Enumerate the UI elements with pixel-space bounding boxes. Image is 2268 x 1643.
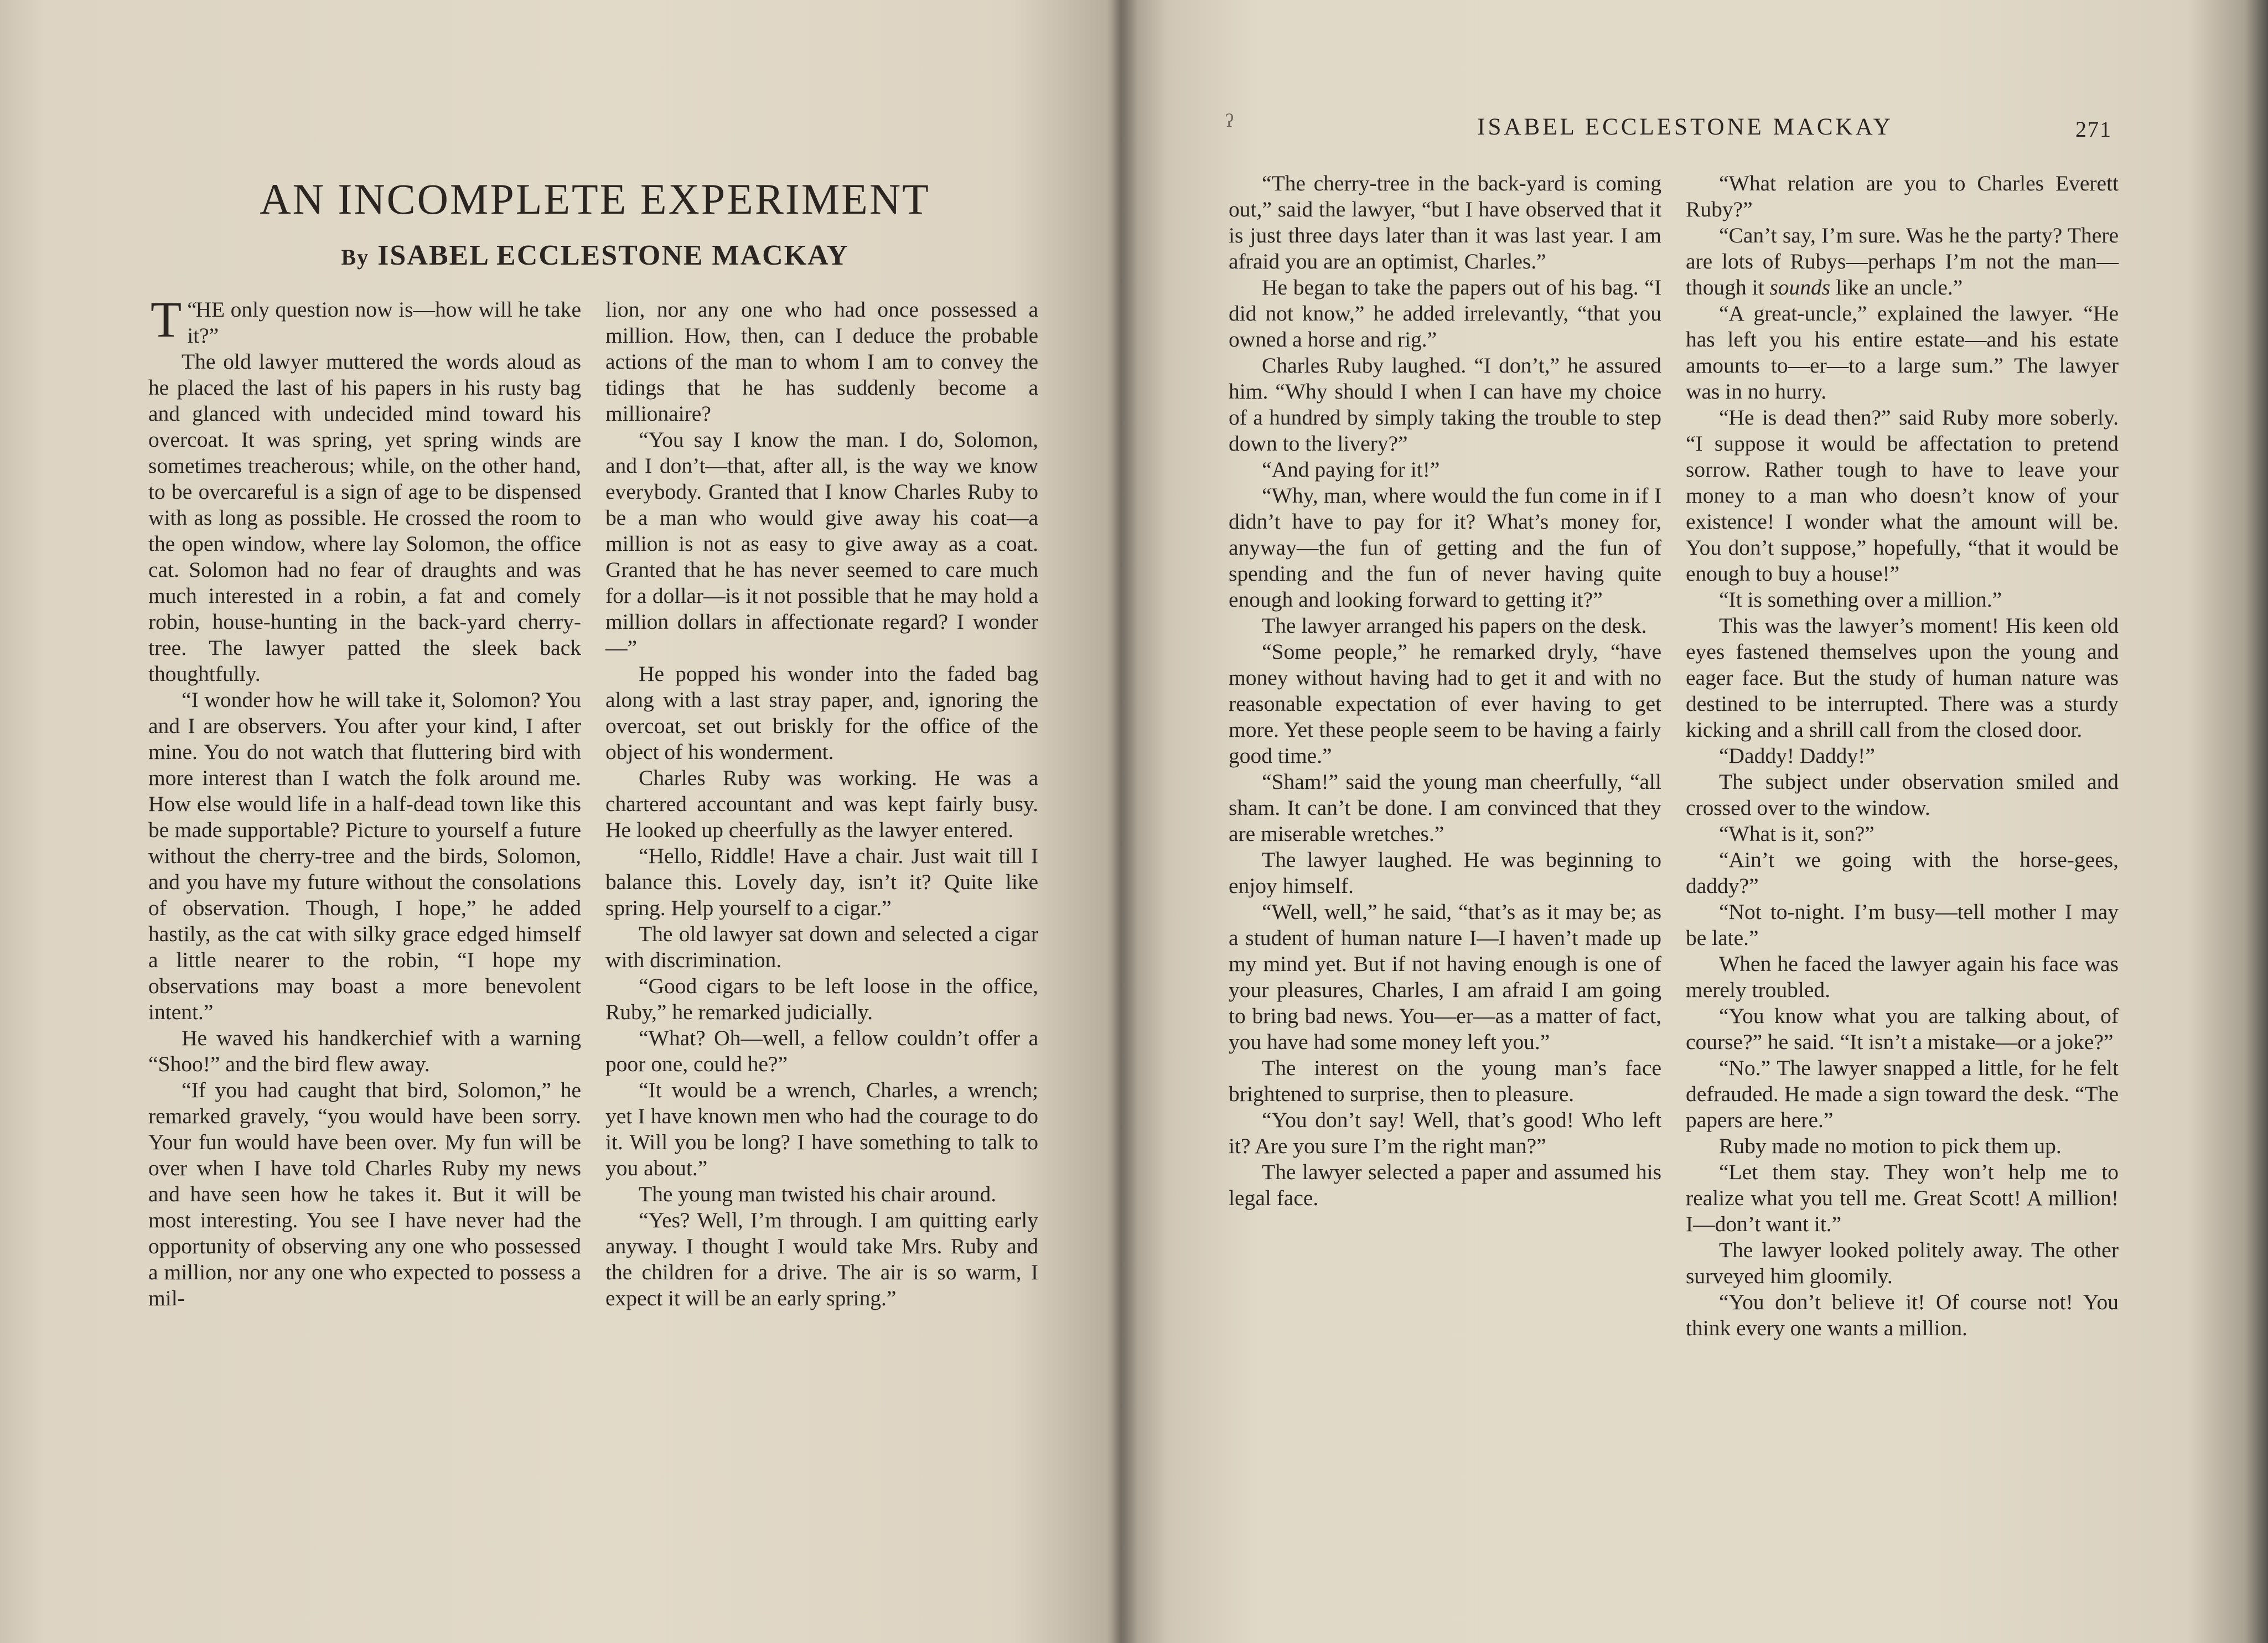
paragraph: “Yes? Well, I’m through. I am quitting early anyway. I thought I would take Mrs. Ruby and the children for a drive. The air is so warm, I expect it will be an early spring.” [605,1208,1038,1310]
paragraph: The young man twisted his chair around. [639,1182,997,1206]
drop-cap: T [151,291,182,348]
paragraph: “Hello, Riddle! Have a chair. Just wait till I balance this. Lovely day, isn’t it? Quite like spring. Help yourself to a cigar.” [605,844,1038,920]
paragraph: “Let them stay. They won’t help me to realize what you tell me. Great Scott! A million! I—don’t want it.” [1686,1160,2119,1236]
right-page [1122,0,2268,1643]
paragraph: “He is dead then?” said Ruby more soberly. “I suppose it would be affectation to pretend sorrow. Rather tough to have to leave your money to a man who doesn’t know of your existence! I wonder what the amount will be. You don’t suppose,” hopefully, “that it would be enough to buy a house!” [1686,405,2119,586]
paragraph: The lawyer selected a paper and assumed his legal face. [1229,1160,1661,1210]
paragraph: “You say I know the man. I do, Solomon, and I don’t—that, after all, is the way we know everybody. Granted that I know Charles Ruby to be a man who would give away his coat—a million is not as easy to give away as a coat. Granted that he has never seemed to care much for a dollar—is it not possible that he may hold a million dollars in affectionate regard? I wonder—” [605,427,1038,660]
right-column-1 [1229,170,1661,1211]
paragraph: “You know what you are talking about, of course?” he said. “It isn’t a mistake—or a joke?” [1686,1004,2119,1054]
paragraph: “Some people,” he remarked dryly, “have money without having had to get it and with no reasonable expectation of ever having to get more. Yet these people seem to be having a fairly good time.” [1229,639,1661,768]
paragraph-text-tail: like an uncle.” [1836,275,1963,299]
running-head: ISABEL ECCLESTONE MACKAY [1477,114,1893,140]
paragraph: Charles Ruby laughed. “I don’t,” he assured him. “Why should I when I can have my choice of a hundred by simply taking the trouble to step down to the livery?” [1229,353,1661,456]
paragraph: The lawyer laughed. He was beginning to enjoy himself. [1229,848,1661,898]
paragraph: The old lawyer sat down and selected a cigar with discrimination. [605,922,1038,972]
left-page [0,0,1122,1643]
paragraph: “What is it, son?” [1719,822,1875,846]
byline-by: By [341,245,370,270]
paragraph: He popped his wonder into the faded bag along with a last stray paper, and, ignoring the overcoat, set out briskly for the office of the object of his wonderment. [605,662,1038,764]
opening-quote: “ [187,298,197,322]
paragraph: “It would be a wrench, Charles, a wrench; yet I have known men who had the courage to do it. Will you be long? I have something to talk to you about.” [605,1078,1038,1180]
byline-author: ISABEL ECCLESTONE MACKAY [377,240,849,271]
paragraph: “And paying for it!” [1262,457,1440,482]
paragraph: “If you had caught that bird, Solomon,” he remarked gravely, “you would have been sorry. Your fun would have been over. My fun will be over when I have told Charles Ruby my news and have seen how he takes it. But it will be most interesting. You see I have never had the opportunity of observing any one who possessed a million, nor any one who expected to possess a mil- [148,1078,581,1310]
left-column-2 [605,297,1038,1311]
paragraph: “Well, well,” he said, “that’s as it may be; as a student of human nature I—I haven’t made up my mind yet. But if not having enough is one of your pleasures, Charles, I am afraid I am going to bring bad news. You—er—as a matter of fact, you have had some money left you.” [1229,900,1661,1054]
byline [277,238,913,275]
paragraph: Ruby made no motion to pick them up. [1719,1134,2062,1158]
paragraph: “Ain’t we going with the horse-gees, daddy?” [1686,848,2119,898]
paragraph: “Daddy! Daddy!” [1719,743,1875,768]
paragraph: lion, nor any one who had once possessed a million. How, then, can I deduce the probable actions of the man to whom I am to convey the tidings that he has suddenly become a millionaire? [605,297,1038,426]
margin-mark: ʔ [1225,111,1234,131]
paragraph: He waved his handkerchief with a warning “Shoo!” and the bird flew away. [148,1026,581,1076]
paragraph: “I wonder how he will take it, Solomon? You and I are observers. You after your kind, I after mine. You do not watch that fluttering bird with more interest than I watch the folk around me. How else would life in a half-dead town like this be made supportable? Picture to yourself a future without the cherry-tree and the birds, Solomon, and you have my future without the consolations of observation. Though, I hope,” he added hastily, as the cat with silky grace edged himself a little nearer to the robin, “I hope my observations may boast a more benevolent intent.” [148,688,581,1024]
paragraph: “You don’t believe it! Of course not! You think every one wants a million. [1686,1290,2119,1340]
book-gutter [1107,0,1138,1643]
paragraph: “Sham!” said the young man cheerfully, “all sham. It can’t be done. I am convinced that they are miserable wretches.” [1229,769,1661,846]
left-column-1 [148,291,581,1311]
paragraph-text: HE only question now is—how will he take it?” [187,297,581,348]
paragraph-text: “Can’t say, I’m sure. Was he the party? There are lots of Rubys—perhaps I’m not the man—though it [1686,223,2119,299]
paragraph: The interest on the young man’s face brightened to surprise, then to pleasure. [1229,1056,1661,1106]
page-number: 271 [2075,117,2112,142]
paragraph [148,291,581,349]
italic-word: sounds [1769,275,1831,299]
paragraph: “The cherry-tree in the back-yard is coming out,” said the lawyer, “but I have observed that it is just three days later than it was last year. I am afraid you are an optimist, Charles.” [1229,171,1661,273]
paragraph: “What relation are you to Charles Everett Ruby?” [1686,171,2119,221]
paragraph: “Good cigars to be left loose in the office, Ruby,” he remarked judicially. [605,974,1038,1024]
paragraph: “A great-uncle,” explained the lawyer. “He has left you his entire estate—and his estate amounts to—er—to a large sum.” The lawyer was in no hurry. [1686,301,2119,404]
paragraph: “Not to-night. I’m busy—tell mother I may be late.” [1686,900,2119,950]
paragraph: “It is something over a million.” [1719,587,2002,612]
paragraph: Charles Ruby was working. He was a chartered accountant and was kept fairly busy. He looked up cheerfully as the lawyer entered. [605,766,1038,842]
paragraph: He began to take the papers out of his bag. “I did not know,” he added irrelevantly, “that you owned a horse and rig.” [1229,275,1661,352]
paragraph: When he faced the lawyer again his face was merely troubled. [1686,952,2119,1002]
paragraph: “Why, man, where would the fun come in if I didn’t have to pay for it? What’s money for, anyway—the fun of getting and the fun of spending and the fun of never having quite enough and looking forward to getting it?” [1229,483,1661,612]
paragraph: “You don’t say! Well, that’s good! Who left it? Are you sure I’m the right man?” [1229,1108,1661,1158]
paragraph: “No.” The lawyer snapped a little, for he felt defrauded. He made a sign toward the desk. “The papers are here.” [1686,1056,2119,1132]
paragraph: “What? Oh—well, a fellow couldn’t offer a poor one, could he?” [605,1026,1038,1076]
paragraph: The old lawyer muttered the words aloud as he placed the last of his papers in his rusty bag and glanced with undecided mind toward his overcoat. It was spring, yet spring winds are sometimes treacherous; while, on the other hand, to be overcareful is a sign of age to be dispensed with as long as possible. He crossed the room to the open window, where lay Solomon, the office cat. Solomon had no fear of draughts and was much interested in a robin, a fat and comely robin, house-hunting in the back-yard cherry-tree. The lawyer patted the sleek back thoughtfully. [148,349,581,686]
article-title: AN INCOMPLETE EXPERIMENT [260,175,930,223]
paragraph [1686,223,2119,301]
paragraph: The lawyer arranged his papers on the desk. [1262,613,1647,638]
paragraph: The lawyer looked politely away. The other surveyed him gloomily. [1686,1238,2119,1288]
paragraph: This was the lawyer’s moment! His keen old eyes fastened themselves upon the young and eager face. But the study of human nature was destined to be interrupted. There was a sturdy kicking and a shrill call from the closed door. [1686,613,2119,742]
paragraph: The subject under observation smiled and crossed over to the window. [1686,769,2119,820]
right-column-2 [1686,170,2119,1341]
